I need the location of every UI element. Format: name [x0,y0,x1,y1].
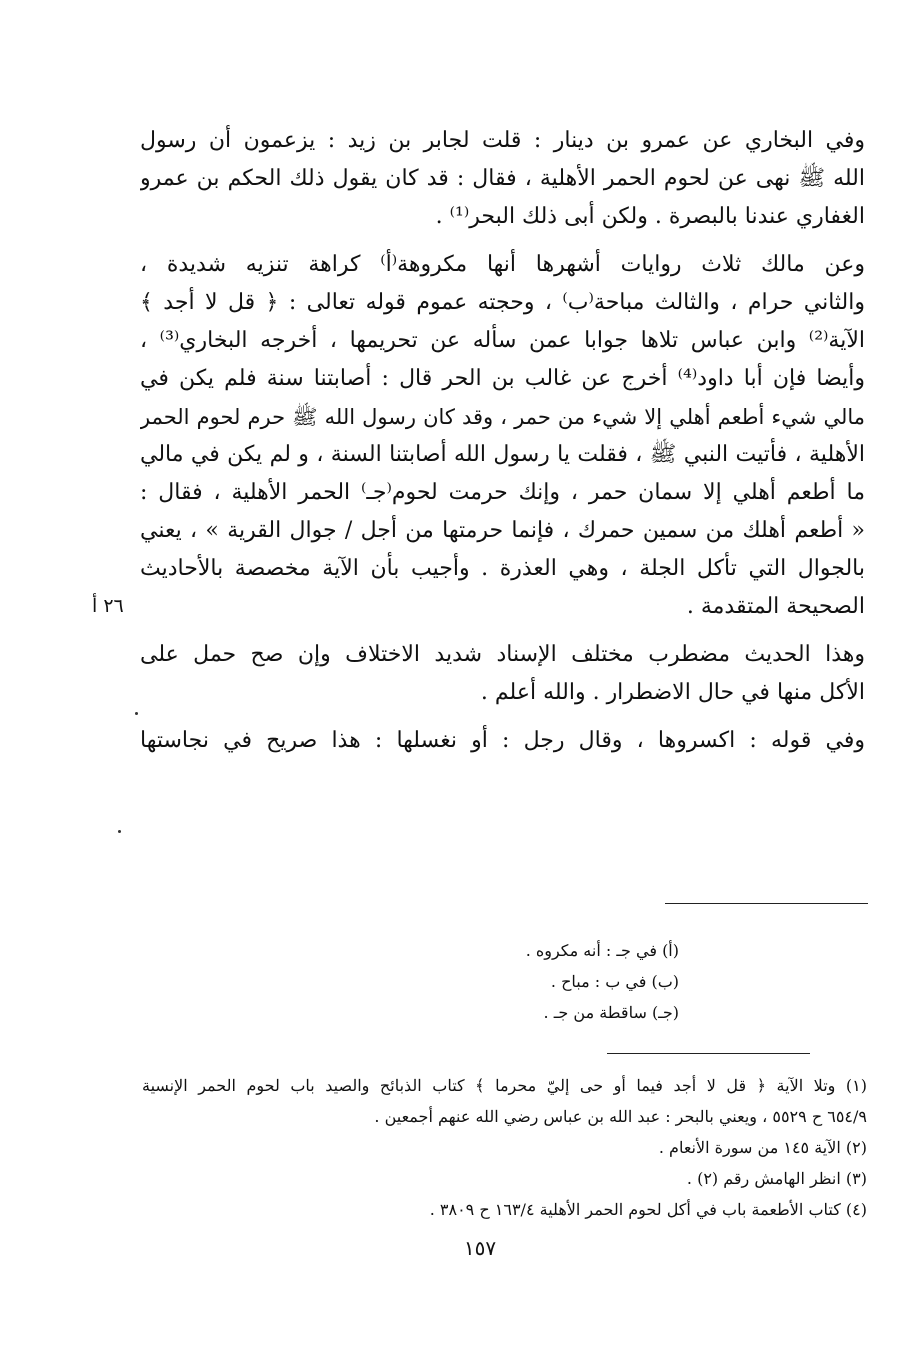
stray-mark [135,712,138,715]
footnote: ٦٥٤/٩ ح ٥٥٢٩ ، ويعني بالبحر : عبد الله بن عباس رضي الله عنهم أجمعين . [374,1107,867,1126]
page-number: ١٥٧ [463,1236,497,1260]
text-line: والثاني حرام ، والثالث مباحة⁽ب⁾ ، وحجته عموم قوله تعالى : ﴿ قل لا أجد ﴾ [140,290,865,315]
footnote: (١) وتلا الآية ﴿ قل لا أجد فيما أو حى إليّ محرما ﴾ كتاب الذبائح والصيد باب لحوم الحمر الإنسية [142,1076,867,1095]
footnote: (٣) انظر الهامش رقم (٢) . [686,1169,867,1188]
text-line: الأهلية ، فأتيت النبي ﷺ ، فقلت يا رسول الله أصابتنا السنة ، و لم يكن في مالي [140,442,865,467]
footnote: (٤) كتاب الأطعمة باب في أكل لحوم الحمر الأهلية ١٦٣/٤ ح ٣٨٠٩ . [429,1200,867,1219]
text-line: وهذا الحديث مضطرب مختلف الإسناد شديد الاختلاف وإن صح حمل على [140,642,865,667]
variant-notes [526,935,679,1028]
text-line: الصحيحة المتقدمة . [686,594,865,619]
variant-notes-divider [665,903,868,904]
variant-note: (جـ) ساقطة من جـ . [543,1003,679,1022]
text-line: الآية⁽²⁾ وابن عباس تلاها جوابا عمن سأله عن تحريمها ، أخرجه البخاري⁽³⁾ ، [140,328,865,353]
text-line: بالجوال التي تأكل الجلة ، وهي العذرة . وأجيب بأن الآية مخصصة بالأحاديث [140,556,865,581]
text-line: وفي قوله : اكسروها ، وقال رجل : أو نغسلها : هذا صريح في نجاستها [140,728,865,753]
footnote: (٢) الآية ١٤٥ من سورة الأنعام . [658,1138,867,1157]
text-line: وعن مالك ثلاث روايات أشهرها أنها مكروهة⁽أ⁾ كراهة تنزيه شديدة ، [140,252,865,277]
footnotes-divider [607,1053,810,1054]
text-line: الغفاري عندنا بالبصرة . ولكن أبى ذلك البحر⁽¹⁾ . [435,204,865,229]
text-line: الله ﷺ نهى عن لحوم الحمر الأهلية ، فقال : قد كان يقول ذلك الحكم بن عمرو [140,166,865,191]
text-line: « أطعم أهلك من سمين حمرك ، فإنما حرمتها من أجل / جوال القرية » ، يعني [140,518,865,543]
folio-margin-note: ٢٦ أ [92,595,124,617]
footnotes [142,1070,867,1225]
stray-mark [118,830,121,833]
text-line: مالي شيء أطعم أهلي إلا شيء من حمر ، وقد كان رسول الله ﷺ حرم لحوم الحمر [140,405,865,429]
text-line: وفي البخاري عن عمرو بن دينار : قلت لجابر بن زيد : يزعمون أن رسول [140,128,865,153]
text-line: وأيضا فإن أبا داود⁽⁴⁾ أخرج عن غالب بن الحر قال : أصابتنا سنة فلم يكن في [140,366,865,391]
text-line: الأكل منها في حال الاضطرار . والله أعلم . [480,680,865,705]
variant-note: (أ) في جـ : أنه مكروه . [525,941,679,960]
variant-note: (ب) في ب : مباح . [550,972,679,991]
text-line: ما أطعم أهلي إلا سمان حمر ، وإنك حرمت لحوم⁽جـ⁾ الحمر الأهلية ، فقال : [140,480,865,505]
main-text [140,122,865,760]
